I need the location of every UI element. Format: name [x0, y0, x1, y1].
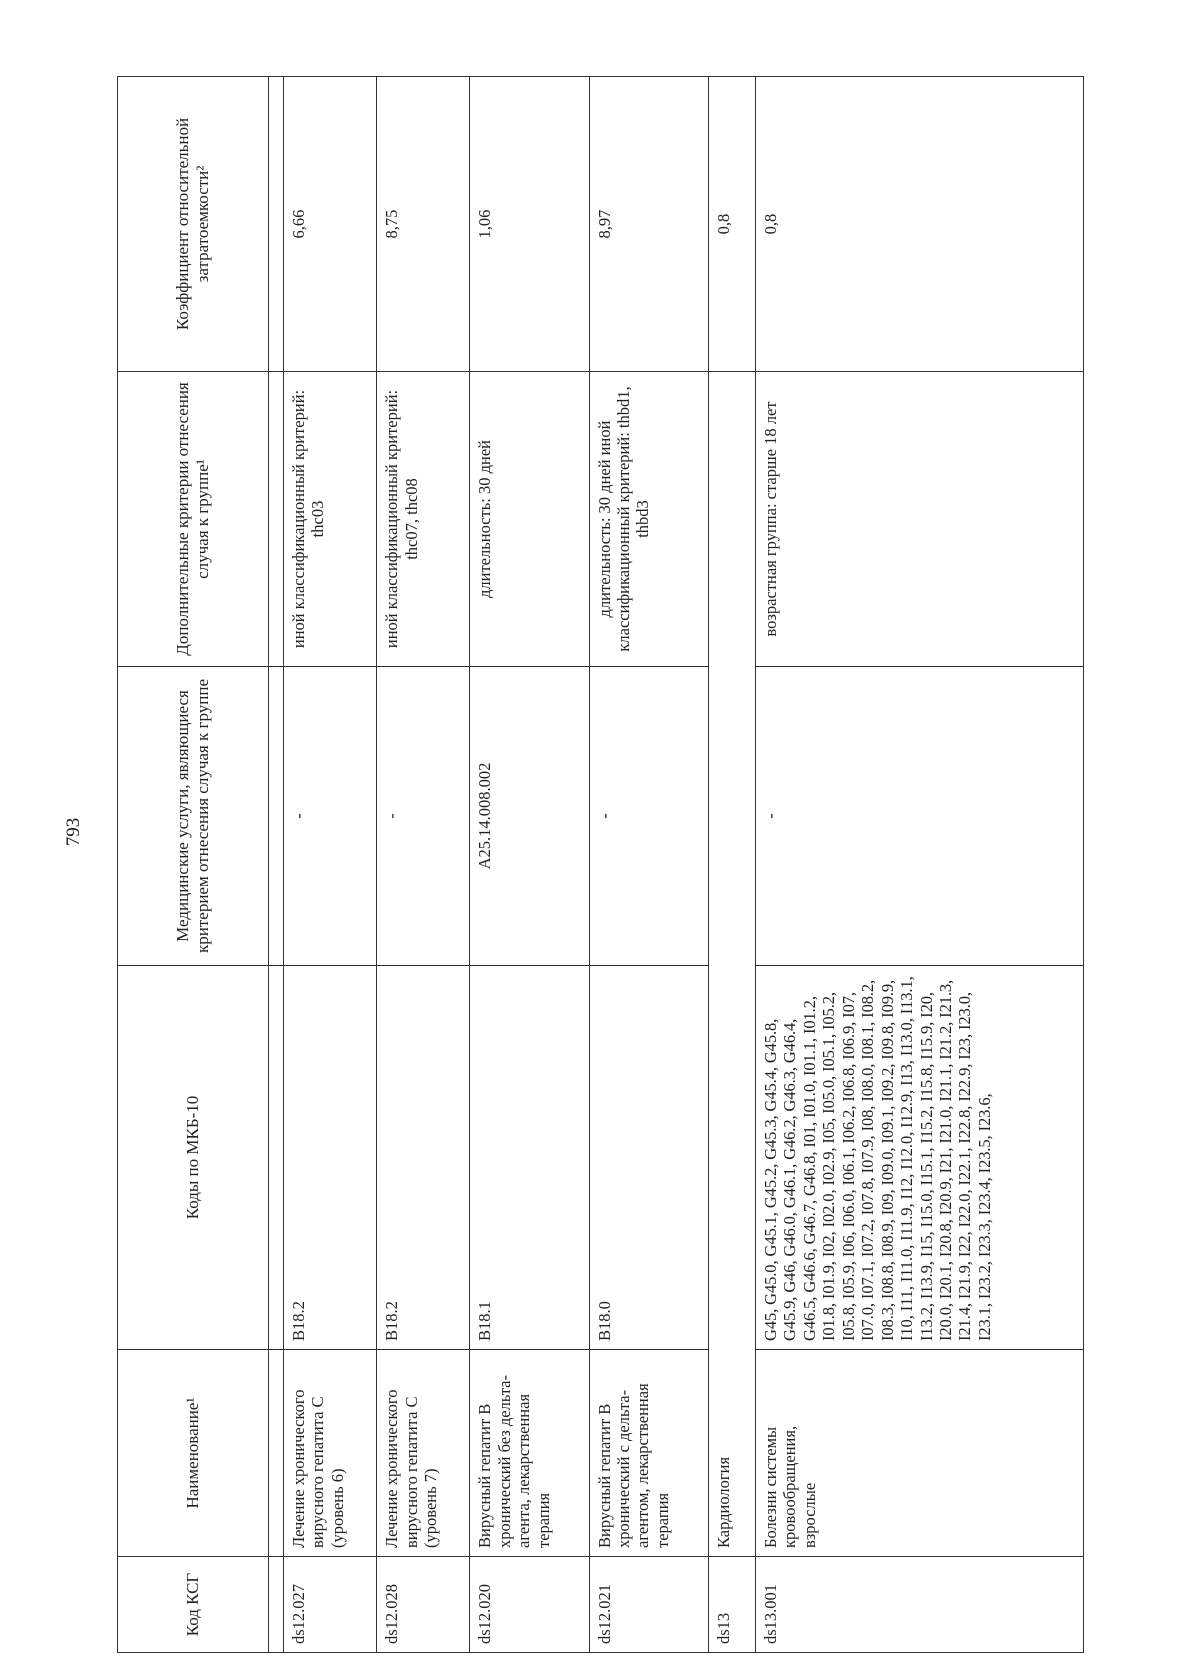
spacer-row — [269, 77, 284, 1653]
cell-services: - — [284, 667, 377, 966]
page-number: 793 — [63, 817, 84, 847]
table-row — [470, 77, 589, 1653]
cell-code: ds12.028 — [377, 1557, 470, 1653]
cell-name: Болезни системы кровообращения, взрослые — [755, 1350, 1083, 1557]
cell-criteria: возрастная группа: старше 18 лет — [755, 372, 1083, 667]
header-criteria: Дополнительные критерии отнесения случая к группе¹ — [118, 372, 269, 667]
header-row — [118, 77, 269, 1653]
cell-coef: 6,66 — [284, 77, 377, 372]
header-name: Наименование¹ — [118, 1350, 269, 1557]
cell-criteria: длительность: 30 дней — [470, 372, 589, 667]
section-code: ds13 — [708, 1557, 755, 1653]
section-name: Кардиология — [708, 372, 755, 1557]
cell-coef: 0,8 — [755, 77, 1083, 372]
cell-services: - — [755, 667, 1083, 966]
header-services: Медицинские услуги, являющиеся критерием отнесения случая к группе — [118, 667, 269, 966]
ksg-table — [117, 76, 1084, 1653]
cell-criteria: длительность: 30 дней иной классификационный критерий: thbd1, thbd3 — [589, 372, 708, 667]
cell-icd: B18.0 — [589, 966, 708, 1350]
cell-icd: B18.2 — [284, 966, 377, 1350]
cell-coef: 8,75 — [377, 77, 470, 372]
cell-coef: 8,97 — [589, 77, 708, 372]
cell-name: Лечение хронического вирусного гепатита С (уровень 7) — [377, 1350, 470, 1557]
cell-name: Вирусный гепатит В хронический с дельта-агентом, лекарственная терапия — [589, 1350, 708, 1557]
cell-services: - — [589, 667, 708, 966]
cell-icd: G45, G45.0, G45.1, G45.2, G45.3, G45.4, G45.8, G45.9, G46, G46.0, G46.1, G46.2, G46.3, G46.4, G46.5, G46.6, G46.7, G46.8, I01, I01.0, I01.1, I01.2, I01.8, I01.9, I02, I02.0, I02.9, I05, I05.0, I05.1, I05.2, I05.8, I05.9, I06, I06.0, I06.1, I06.2, I06.8, I06.9, I07, I07.0, I07.1, I07.2, I07.8, I07.9, I08, I08.0, I08.1, I08.2, I08.3, I08.8, I08.9, I09, I09.0, I09.1, I09.2, I09.8, I09.9, I10, I11, I11.0, I11.9, I12, I12.0, I12.9, I13, I13.0, I13.1, I13.2, I13.9, I15, I15.0, I15.1, I15.2, I15.8, I15.9, I20, I20.0, I20.1, I20.8, I20.9, I21, I21.0, I21.1, I21.2, I21.3, I21.4, I21.9, I22, I22.0, I22.1, I22.8, I22.9, I23, I23.0, I23.1, I23.2, I23.3, I23.4, I23.5, I23.6, — [755, 966, 1083, 1350]
tariff-table-container — [117, 77, 1084, 1653]
header-coef: Коэффициент относительной затратоемкости² — [118, 77, 269, 372]
section-row — [708, 77, 755, 1653]
cell-services: - — [377, 667, 470, 966]
cell-criteria: иной классификационный критерий: thc03 — [284, 372, 377, 667]
table-row — [284, 77, 377, 1653]
cell-code: ds12.027 — [284, 1557, 377, 1653]
table-row — [377, 77, 470, 1653]
header-icd: Коды по МКБ-10 — [118, 966, 269, 1350]
cell-icd: B18.1 — [470, 966, 589, 1350]
section-coef: 0,8 — [708, 77, 755, 372]
cell-name: Вирусный гепатит В хронический без дельта-агента, лекарственная терапия — [470, 1350, 589, 1557]
cell-code: ds12.020 — [470, 1557, 589, 1653]
header-code: Код КСГ — [118, 1557, 269, 1653]
cell-services: A25.14.008.002 — [470, 667, 589, 966]
cell-code: ds12.021 — [589, 1557, 708, 1653]
cell-icd: B18.2 — [377, 966, 470, 1350]
cell-criteria: иной классификационный критерий: thc07, thc08 — [377, 372, 470, 667]
table-row — [755, 77, 1083, 1653]
cell-coef: 1,06 — [470, 77, 589, 372]
table-row — [589, 77, 708, 1653]
cell-name: Лечение хронического вирусного гепатита С (уровень 6) — [284, 1350, 377, 1557]
cell-code: ds13.001 — [755, 1557, 1083, 1653]
